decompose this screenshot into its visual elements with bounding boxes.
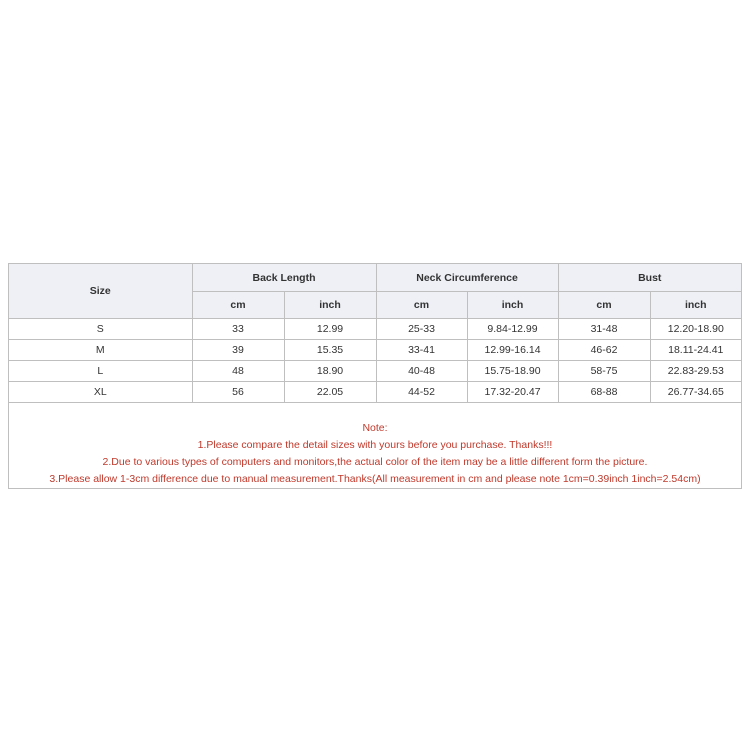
table-row — [9, 361, 741, 382]
table-cell: 17.32-20.47 — [467, 382, 558, 403]
table-cell: 12.99 — [284, 319, 376, 340]
size-cell: L — [9, 361, 192, 382]
notes-section — [9, 402, 741, 488]
table-cell: 39 — [192, 340, 284, 361]
table-cell: 26.77-34.65 — [650, 382, 741, 403]
note-item: 2.Due to various types of computers and monitors,the actual color of the item may be a little different form the picture. — [102, 456, 648, 468]
table-cell: 12.99-16.14 — [467, 340, 558, 361]
table-cell: 58-75 — [558, 361, 650, 382]
unit-header: cm — [558, 292, 650, 319]
size-cell: XL — [9, 382, 192, 403]
table-cell: 15.75-18.90 — [467, 361, 558, 382]
table-cell: 22.83-29.53 — [650, 361, 741, 382]
table-cell: 18.11-24.41 — [650, 340, 741, 361]
table-cell: 25-33 — [376, 319, 467, 340]
table-cell: 15.35 — [284, 340, 376, 361]
table-cell: 40-48 — [376, 361, 467, 382]
size-chart — [8, 263, 742, 489]
header-row — [9, 264, 741, 292]
notes-title: Note: — [362, 422, 388, 434]
unit-header: inch — [650, 292, 741, 319]
table-row — [9, 319, 741, 340]
size-cell: M — [9, 340, 192, 361]
table-cell: 31-48 — [558, 319, 650, 340]
table-cell: 9.84-12.99 — [467, 319, 558, 340]
table-cell: 18.90 — [284, 361, 376, 382]
unit-header: cm — [376, 292, 467, 319]
table-row — [9, 382, 741, 403]
table-row — [9, 340, 741, 361]
neck-circumference-header: Neck Circumference — [376, 264, 558, 292]
unit-header: inch — [467, 292, 558, 319]
size-table — [9, 264, 741, 402]
table-cell: 56 — [192, 382, 284, 403]
bust-header: Bust — [558, 264, 741, 292]
table-cell: 33-41 — [376, 340, 467, 361]
size-cell: S — [9, 319, 192, 340]
unit-header: inch — [284, 292, 376, 319]
note-item: 3.Please allow 1-3cm difference due to manual measurement.Thanks(All measurement in cm and please note 1cm=0.39inch 1inch=2.54cm) — [49, 473, 701, 485]
table-cell: 12.20-18.90 — [650, 319, 741, 340]
note-item: 1.Please compare the detail sizes with yours before you purchase. Thanks!!! — [197, 439, 553, 451]
table-cell: 48 — [192, 361, 284, 382]
size-header: Size — [9, 264, 192, 319]
back-length-header: Back Length — [192, 264, 376, 292]
table-cell: 44-52 — [376, 382, 467, 403]
unit-header: cm — [192, 292, 284, 319]
table-cell: 22.05 — [284, 382, 376, 403]
table-cell: 46-62 — [558, 340, 650, 361]
table-cell: 33 — [192, 319, 284, 340]
table-cell: 68-88 — [558, 382, 650, 403]
